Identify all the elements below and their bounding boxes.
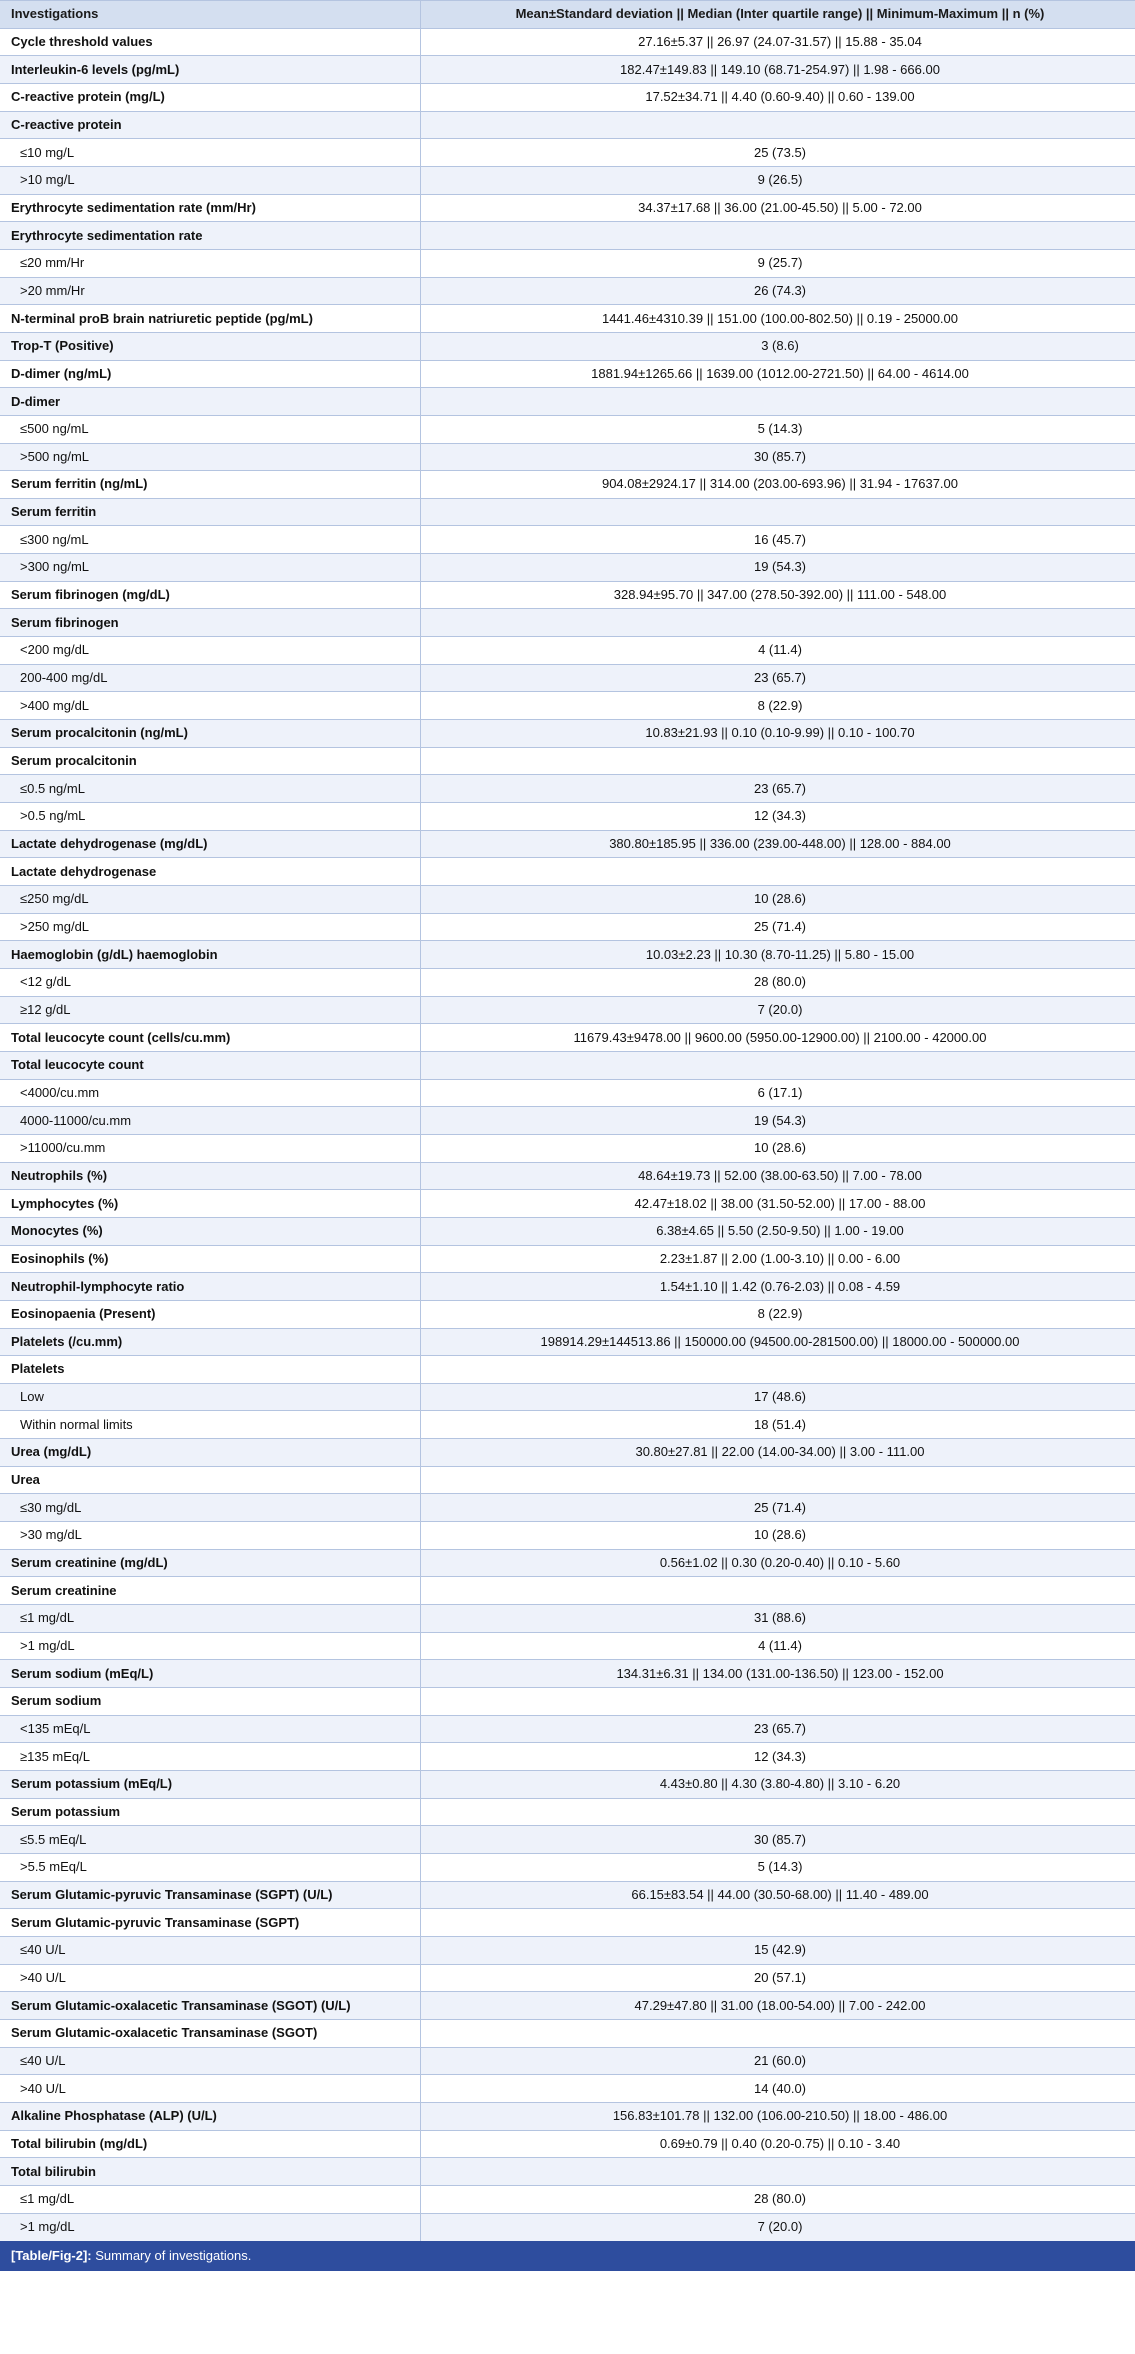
investigation-value: 1.54±1.10 || 1.42 (0.76-2.03) || 0.08 - 4.59 xyxy=(420,1273,1135,1301)
table-row xyxy=(0,1660,1135,1688)
investigation-label: >30 mg/dL xyxy=(0,1522,420,1550)
investigation-value: 28 (80.0) xyxy=(420,2185,1135,2213)
table-row xyxy=(0,111,1135,139)
table-row xyxy=(0,139,1135,167)
table-row xyxy=(0,332,1135,360)
investigation-label: ≤500 ng/mL xyxy=(0,415,420,443)
investigation-label: Serum ferritin xyxy=(0,498,420,526)
investigation-value: 1881.94±1265.66 || 1639.00 (1012.00-2721.50) || 64.00 - 4614.00 xyxy=(420,360,1135,388)
investigation-value: 7 (20.0) xyxy=(420,996,1135,1024)
investigation-value: 134.31±6.31 || 134.00 (131.00-136.50) || 123.00 - 152.00 xyxy=(420,1660,1135,1688)
caption-text: Summary of investigations. xyxy=(95,2247,252,2263)
table-row xyxy=(0,1383,1135,1411)
investigation-label: ≤30 mg/dL xyxy=(0,1494,420,1522)
investigation-value: 10.83±21.93 || 0.10 (0.10-9.99) || 0.10 - 100.70 xyxy=(420,720,1135,748)
table-row xyxy=(0,2047,1135,2075)
investigation-value: 380.80±185.95 || 336.00 (239.00-448.00) || 128.00 - 884.00 xyxy=(420,830,1135,858)
investigation-label: Monocytes (%) xyxy=(0,1217,420,1245)
table-row xyxy=(0,1715,1135,1743)
investigation-label: <135 mEq/L xyxy=(0,1715,420,1743)
investigation-value: 4 (11.4) xyxy=(420,1632,1135,1660)
investigation-label: 200-400 mg/dL xyxy=(0,664,420,692)
investigation-label: >20 mm/Hr xyxy=(0,277,420,305)
investigation-value: 25 (71.4) xyxy=(420,1494,1135,1522)
investigation-label: D-dimer (ng/mL) xyxy=(0,360,420,388)
investigation-value: 25 (73.5) xyxy=(420,139,1135,167)
table-row xyxy=(0,664,1135,692)
investigation-value: 34.37±17.68 || 36.00 (21.00-45.50) || 5.00 - 72.00 xyxy=(420,194,1135,222)
table-row xyxy=(0,858,1135,886)
investigation-label: Interleukin-6 levels (pg/mL) xyxy=(0,56,420,84)
investigation-value xyxy=(420,388,1135,416)
investigation-label: >400 mg/dL xyxy=(0,692,420,720)
investigation-label: Alkaline Phosphatase (ALP) (U/L) xyxy=(0,2102,420,2130)
investigation-label: ≤40 U/L xyxy=(0,1936,420,1964)
table-row xyxy=(0,526,1135,554)
investigation-label: Neutrophils (%) xyxy=(0,1162,420,1190)
investigation-value: 18 (51.4) xyxy=(420,1411,1135,1439)
investigation-value: 30 (85.7) xyxy=(420,1826,1135,1854)
investigation-label: D-dimer xyxy=(0,388,420,416)
investigation-label: C-reactive protein xyxy=(0,111,420,139)
table-row xyxy=(0,1549,1135,1577)
investigation-label: ≤20 mm/Hr xyxy=(0,249,420,277)
investigation-label: Low xyxy=(0,1383,420,1411)
investigation-value xyxy=(420,2019,1135,2047)
table-row xyxy=(0,941,1135,969)
investigation-value xyxy=(420,2158,1135,2186)
table-row xyxy=(0,1466,1135,1494)
investigation-value: 25 (71.4) xyxy=(420,913,1135,941)
investigation-label: <200 mg/dL xyxy=(0,637,420,665)
table-row xyxy=(0,498,1135,526)
table-row xyxy=(0,1632,1135,1660)
table-row xyxy=(0,1217,1135,1245)
table-row xyxy=(0,360,1135,388)
investigation-value: 27.16±5.37 || 26.97 (24.07-31.57) || 15.88 - 35.04 xyxy=(420,28,1135,56)
investigation-value: 10 (28.6) xyxy=(420,1522,1135,1550)
table-row xyxy=(0,443,1135,471)
investigation-label: Platelets (/cu.mm) xyxy=(0,1328,420,1356)
investigation-label: <12 g/dL xyxy=(0,968,420,996)
table-row xyxy=(0,1964,1135,1992)
table-row xyxy=(0,305,1135,333)
table-row xyxy=(0,1992,1135,2020)
investigation-value: 23 (65.7) xyxy=(420,775,1135,803)
table-row xyxy=(0,609,1135,637)
table-row xyxy=(0,1273,1135,1301)
investigation-label: Total leucocyte count xyxy=(0,1051,420,1079)
investigation-label: Serum procalcitonin xyxy=(0,747,420,775)
table-row xyxy=(0,56,1135,84)
table-row xyxy=(0,1577,1135,1605)
investigation-label: Serum Glutamic-oxalacetic Transaminase (SGOT) xyxy=(0,2019,420,2047)
investigation-label: Lactate dehydrogenase xyxy=(0,858,420,886)
investigation-label: >300 ng/mL xyxy=(0,554,420,582)
table-row xyxy=(0,803,1135,831)
investigation-value: 30 (85.7) xyxy=(420,443,1135,471)
table-row xyxy=(0,1356,1135,1384)
investigation-value: 10 (28.6) xyxy=(420,1134,1135,1162)
table-row xyxy=(0,637,1135,665)
investigation-label: ≤10 mg/L xyxy=(0,139,420,167)
investigation-label: Erythrocyte sedimentation rate (mm/Hr) xyxy=(0,194,420,222)
investigation-label: Serum creatinine xyxy=(0,1577,420,1605)
investigation-value: 6.38±4.65 || 5.50 (2.50-9.50) || 1.00 - 19.00 xyxy=(420,1217,1135,1245)
table-row xyxy=(0,747,1135,775)
investigation-label: Serum potassium xyxy=(0,1798,420,1826)
investigation-value xyxy=(420,111,1135,139)
investigation-label: Serum ferritin (ng/mL) xyxy=(0,471,420,499)
header-investigations: Investigations xyxy=(0,1,420,29)
investigation-value: 19 (54.3) xyxy=(420,1107,1135,1135)
investigation-label: Serum Glutamic-pyruvic Transaminase (SGPT) xyxy=(0,1909,420,1937)
table-row xyxy=(0,1162,1135,1190)
investigation-label: Erythrocyte sedimentation rate xyxy=(0,222,420,250)
table-row xyxy=(0,1771,1135,1799)
table-row xyxy=(0,1909,1135,1937)
investigation-label: >250 mg/dL xyxy=(0,913,420,941)
investigation-label: Serum fibrinogen (mg/dL) xyxy=(0,581,420,609)
investigation-value: 328.94±95.70 || 347.00 (278.50-392.00) || 111.00 - 548.00 xyxy=(420,581,1135,609)
investigation-value: 8 (22.9) xyxy=(420,692,1135,720)
table-row xyxy=(0,1522,1135,1550)
investigation-label: Urea xyxy=(0,1466,420,1494)
investigation-value: 66.15±83.54 || 44.00 (30.50-68.00) || 11.40 - 489.00 xyxy=(420,1881,1135,1909)
table-row xyxy=(0,1051,1135,1079)
investigation-value: 30.80±27.81 || 22.00 (14.00-34.00) || 3.00 - 111.00 xyxy=(420,1439,1135,1467)
investigation-value: 4.43±0.80 || 4.30 (3.80-4.80) || 3.10 - 6.20 xyxy=(420,1771,1135,1799)
investigation-value: 9 (25.7) xyxy=(420,249,1135,277)
table-row xyxy=(0,1798,1135,1826)
investigation-label: 4000-11000/cu.mm xyxy=(0,1107,420,1135)
table-row xyxy=(0,2075,1135,2103)
investigation-value: 15 (42.9) xyxy=(420,1936,1135,1964)
table-row xyxy=(0,968,1135,996)
investigation-label: Serum fibrinogen xyxy=(0,609,420,637)
investigation-value xyxy=(420,1577,1135,1605)
table-header-row xyxy=(0,1,1135,29)
investigation-label: Serum Glutamic-pyruvic Transaminase (SGPT) (U/L) xyxy=(0,1881,420,1909)
table-row xyxy=(0,886,1135,914)
investigation-value: 156.83±101.78 || 132.00 (106.00-210.50) || 18.00 - 486.00 xyxy=(420,2102,1135,2130)
table-row xyxy=(0,1411,1135,1439)
investigation-value: 6 (17.1) xyxy=(420,1079,1135,1107)
table-row xyxy=(0,2102,1135,2130)
table-row xyxy=(0,1494,1135,1522)
table-row xyxy=(0,277,1135,305)
investigation-label: Neutrophil-lymphocyte ratio xyxy=(0,1273,420,1301)
investigation-value: 42.47±18.02 || 38.00 (31.50-52.00) || 17.00 - 88.00 xyxy=(420,1190,1135,1218)
table-row xyxy=(0,1743,1135,1771)
table-row xyxy=(0,1024,1135,1052)
table-row xyxy=(0,388,1135,416)
investigation-value: 16 (45.7) xyxy=(420,526,1135,554)
investigation-value xyxy=(420,1356,1135,1384)
investigation-label: Within normal limits xyxy=(0,1411,420,1439)
investigation-value: 0.69±0.79 || 0.40 (0.20-0.75) || 0.10 - 3.40 xyxy=(420,2130,1135,2158)
table-row xyxy=(0,2185,1135,2213)
investigation-label: Serum sodium (mEq/L) xyxy=(0,1660,420,1688)
table-row xyxy=(0,222,1135,250)
investigation-label: ≤40 U/L xyxy=(0,2047,420,2075)
investigation-value: 7 (20.0) xyxy=(420,2213,1135,2241)
table-row xyxy=(0,996,1135,1024)
investigation-label: Lactate dehydrogenase (mg/dL) xyxy=(0,830,420,858)
table-row xyxy=(0,581,1135,609)
table-row xyxy=(0,83,1135,111)
investigation-value: 5 (14.3) xyxy=(420,1853,1135,1881)
investigation-label: Haemoglobin (g/dL) haemoglobin xyxy=(0,941,420,969)
table-row xyxy=(0,1245,1135,1273)
table-row xyxy=(0,1134,1135,1162)
table-body xyxy=(0,28,1135,2241)
investigation-value xyxy=(420,1798,1135,1826)
table-row xyxy=(0,692,1135,720)
investigation-label: >40 U/L xyxy=(0,2075,420,2103)
investigation-value: 8 (22.9) xyxy=(420,1300,1135,1328)
investigation-label: Eosinophils (%) xyxy=(0,1245,420,1273)
investigation-value: 11679.43±9478.00 || 9600.00 (5950.00-12900.00) || 2100.00 - 42000.00 xyxy=(420,1024,1135,1052)
investigation-label: ≥135 mEq/L xyxy=(0,1743,420,1771)
investigation-label: Serum potassium (mEq/L) xyxy=(0,1771,420,1799)
investigation-value xyxy=(420,1688,1135,1716)
investigation-label: ≤250 mg/dL xyxy=(0,886,420,914)
investigation-label: >500 ng/mL xyxy=(0,443,420,471)
table-row xyxy=(0,249,1135,277)
investigation-value xyxy=(420,858,1135,886)
investigation-value: 23 (65.7) xyxy=(420,664,1135,692)
table-row xyxy=(0,1328,1135,1356)
table-row xyxy=(0,1688,1135,1716)
investigation-value: 9 (26.5) xyxy=(420,166,1135,194)
investigation-label: >10 mg/L xyxy=(0,166,420,194)
investigation-value: 2.23±1.87 || 2.00 (1.00-3.10) || 0.00 - 6.00 xyxy=(420,1245,1135,1273)
table-row xyxy=(0,1881,1135,1909)
table-row xyxy=(0,2130,1135,2158)
investigation-value: 28 (80.0) xyxy=(420,968,1135,996)
caption-tag: [Table/Fig-2]: xyxy=(11,2247,92,2263)
investigation-label: N-terminal proB brain natriuretic peptide (pg/mL) xyxy=(0,305,420,333)
investigation-label: Serum Glutamic-oxalacetic Transaminase (SGOT) (U/L) xyxy=(0,1992,420,2020)
header-statistics: Mean±Standard deviation || Median (Inter quartile range) || Minimum-Maximum || n (%) xyxy=(420,1,1135,29)
investigation-value: 17 (48.6) xyxy=(420,1383,1135,1411)
investigation-label: Eosinopaenia (Present) xyxy=(0,1300,420,1328)
table-row xyxy=(0,1853,1135,1881)
table-row xyxy=(0,1107,1135,1135)
table-row xyxy=(0,166,1135,194)
investigation-value: 10.03±2.23 || 10.30 (8.70-11.25) || 5.80 - 15.00 xyxy=(420,941,1135,969)
table-row xyxy=(0,2213,1135,2241)
table-row xyxy=(0,775,1135,803)
investigation-value: 5 (14.3) xyxy=(420,415,1135,443)
table-row xyxy=(0,830,1135,858)
investigation-value: 4 (11.4) xyxy=(420,637,1135,665)
investigation-value: 12 (34.3) xyxy=(420,803,1135,831)
investigation-value: 17.52±34.71 || 4.40 (0.60-9.40) || 0.60 - 139.00 xyxy=(420,83,1135,111)
investigation-value: 1441.46±4310.39 || 151.00 (100.00-802.50) || 0.19 - 25000.00 xyxy=(420,305,1135,333)
table-row xyxy=(0,1190,1135,1218)
table-row xyxy=(0,1936,1135,1964)
investigation-value: 904.08±2924.17 || 314.00 (203.00-693.96) || 31.94 - 17637.00 xyxy=(420,471,1135,499)
investigation-label: Cycle threshold values xyxy=(0,28,420,56)
investigation-value: 26 (74.3) xyxy=(420,277,1135,305)
investigation-label: >5.5 mEq/L xyxy=(0,1853,420,1881)
investigation-value: 20 (57.1) xyxy=(420,1964,1135,1992)
investigation-label: >11000/cu.mm xyxy=(0,1134,420,1162)
investigation-label: Total bilirubin (mg/dL) xyxy=(0,2130,420,2158)
investigation-value xyxy=(420,747,1135,775)
investigation-label: Total leucocyte count (cells/cu.mm) xyxy=(0,1024,420,1052)
table-row xyxy=(0,1079,1135,1107)
table-row xyxy=(0,28,1135,56)
investigation-label: Lymphocytes (%) xyxy=(0,1190,420,1218)
investigation-label: >0.5 ng/mL xyxy=(0,803,420,831)
investigation-label: >1 mg/dL xyxy=(0,1632,420,1660)
investigation-value: 182.47±149.83 || 149.10 (68.71-254.97) || 1.98 - 666.00 xyxy=(420,56,1135,84)
table-row xyxy=(0,1439,1135,1467)
table-row xyxy=(0,415,1135,443)
investigation-label: <4000/cu.mm xyxy=(0,1079,420,1107)
investigation-value: 31 (88.6) xyxy=(420,1605,1135,1633)
table-row xyxy=(0,720,1135,748)
investigation-value: 0.56±1.02 || 0.30 (0.20-0.40) || 0.10 - 5.60 xyxy=(420,1549,1135,1577)
investigation-label: Serum creatinine (mg/dL) xyxy=(0,1549,420,1577)
investigation-value: 21 (60.0) xyxy=(420,2047,1135,2075)
investigation-label: ≤1 mg/dL xyxy=(0,1605,420,1633)
investigation-label: >1 mg/dL xyxy=(0,2213,420,2241)
investigation-value xyxy=(420,222,1135,250)
investigation-value: 19 (54.3) xyxy=(420,554,1135,582)
investigation-value xyxy=(420,498,1135,526)
investigation-label: ≤300 ng/mL xyxy=(0,526,420,554)
investigation-label: Total bilirubin xyxy=(0,2158,420,2186)
investigation-label: Serum sodium xyxy=(0,1688,420,1716)
table-row xyxy=(0,554,1135,582)
investigation-value: 23 (65.7) xyxy=(420,1715,1135,1743)
investigation-value xyxy=(420,1051,1135,1079)
table-row xyxy=(0,913,1135,941)
investigation-value: 10 (28.6) xyxy=(420,886,1135,914)
investigation-label: ≤5.5 mEq/L xyxy=(0,1826,420,1854)
investigation-label: C-reactive protein (mg/L) xyxy=(0,83,420,111)
table-row xyxy=(0,1300,1135,1328)
investigation-value: 47.29±47.80 || 31.00 (18.00-54.00) || 7.00 - 242.00 xyxy=(420,1992,1135,2020)
investigation-value: 12 (34.3) xyxy=(420,1743,1135,1771)
table-row xyxy=(0,1605,1135,1633)
investigation-value: 48.64±19.73 || 52.00 (38.00-63.50) || 7.00 - 78.00 xyxy=(420,1162,1135,1190)
table-row xyxy=(0,194,1135,222)
table-row xyxy=(0,2158,1135,2186)
investigation-label: Urea (mg/dL) xyxy=(0,1439,420,1467)
investigation-value xyxy=(420,1466,1135,1494)
investigation-label: >40 U/L xyxy=(0,1964,420,1992)
investigation-value: 3 (8.6) xyxy=(420,332,1135,360)
investigation-label: ≤1 mg/dL xyxy=(0,2185,420,2213)
table-row xyxy=(0,1826,1135,1854)
investigation-label: Platelets xyxy=(0,1356,420,1384)
investigation-label: Trop-T (Positive) xyxy=(0,332,420,360)
investigation-value xyxy=(420,609,1135,637)
investigation-label: ≤0.5 ng/mL xyxy=(0,775,420,803)
table-row xyxy=(0,2019,1135,2047)
investigation-value: 198914.29±144513.86 || 150000.00 (94500.00-281500.00) || 18000.00 - 500000.00 xyxy=(420,1328,1135,1356)
investigation-value xyxy=(420,1909,1135,1937)
table-row xyxy=(0,471,1135,499)
table-caption xyxy=(0,2241,1135,2271)
investigation-label: Serum procalcitonin (ng/mL) xyxy=(0,720,420,748)
investigation-value: 14 (40.0) xyxy=(420,2075,1135,2103)
investigation-label: ≥12 g/dL xyxy=(0,996,420,1024)
